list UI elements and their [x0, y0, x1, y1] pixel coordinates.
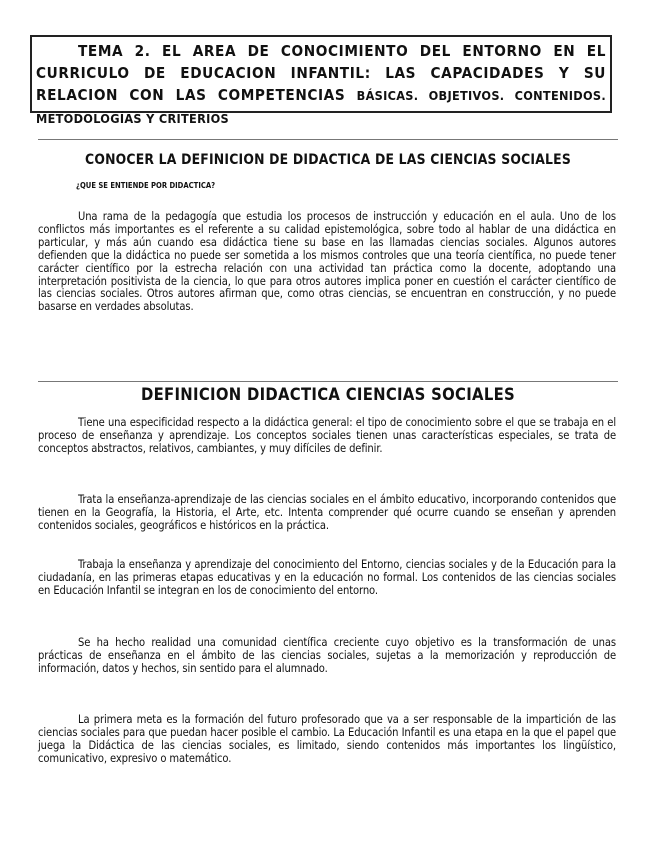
subheading-question: ¿QUE SE ENTIENDE POR DIDACTICA? — [76, 181, 216, 190]
document-title — [36, 40, 606, 130]
section-divider — [38, 381, 618, 382]
paragraph: Trata la enseñanza-aprendizaje de las ciencias sociales en el ámbito educativo, incorporando contenidos que tienen en la Geografía, la Historia, el Arte, etc. Intenta comprender qué ocurre cuando se enseñan y aprenden contenidos sociales, geográficos e históricos en la práctica. — [38, 493, 616, 532]
title-main-text: TEMA 2. EL AREA DE CONOCIMIENTO DEL ENTORNO EN EL CURRICULO DE EDUCACION INFANTIL: LAS CAPACIDADES Y SU RELACION CON LAS COMPETENCIAS — [36, 42, 606, 104]
paragraph-definition: Una rama de la pedagogía que estudia los procesos de instrucción y educación en el aula. Uno de los conflictos más importantes es el referente a su calidad epistemológica, sobre todo al hablar de una didáctica en particular, y más aún cuando esa didáctica tiene su base en las llamadas ciencias sociales. Algunos autores defienden que la didáctica no puede ser sometida a los mismos controles que una teoría científica, no puede tener carácter científico por la estrecha relación con una actividad tan práctica como la docente, adoptando una interpretación positivista de la ciencia, lo que para otros autores implica poner en cuestión el carácter científico de las ciencias sociales. Otros autores afirman que, como otras ciencias, se encuentran en construcción, y no puede basarse en verdades absolutas. — [38, 210, 616, 314]
title-box — [30, 35, 612, 126]
paragraph: La primera meta es la formación del futuro profesorado que va a ser responsable de la impartición de las ciencias sociales para que puedan hacer posible el cambio. La Educación Infantil es una etapa en la que el papel que juega la Didáctica de las ciencias sociales, es limitado, siendo contenidos más importantes los lingüístico, comunicativo, expresivo o matemático. — [38, 713, 616, 765]
title-tail-text: BÁSICAS. OBJETIVOS. CONTENIDOS. METODOLOGÍAS Y CRITERIOS — [36, 88, 607, 126]
paragraph: Trabaja la enseñanza y aprendizaje del conocimiento del Entorno, ciencias sociales y de la Educación para la ciudadanía, en las primeras etapas educativas y en la educación no formal. Los contenidos de las ciencias sociales en Educación Infantil se integran en los de conocimiento del entorno. — [38, 558, 616, 597]
section-heading-didactica: CONOCER LA DEFINICION DE DIDACTICA DE LAS CIENCIAS SOCIALES — [85, 152, 571, 168]
section-divider — [38, 139, 618, 140]
paragraph: Tiene una especificidad respecto a la didáctica general: el tipo de conocimiento sobre el que se trabaja en el proceso de enseñanza y aprendizaje. Los conceptos sociales tienen unas características especiales, se trata de conceptos abstractos, relativos, cambiantes, y muy difíciles de definir. — [38, 416, 616, 455]
paragraph: Se ha hecho realidad una comunidad científica creciente cuyo objetivo es la transformación de unas prácticas de enseñanza en el ámbito de las ciencias sociales, sujetas a la memorización y reproducción de información, datos y hechos, sin sentido para el alumnado. — [38, 636, 616, 675]
section-heading-ciencias-sociales: DEFINICION DIDACTICA CIENCIAS SOCIALES — [140, 385, 516, 404]
